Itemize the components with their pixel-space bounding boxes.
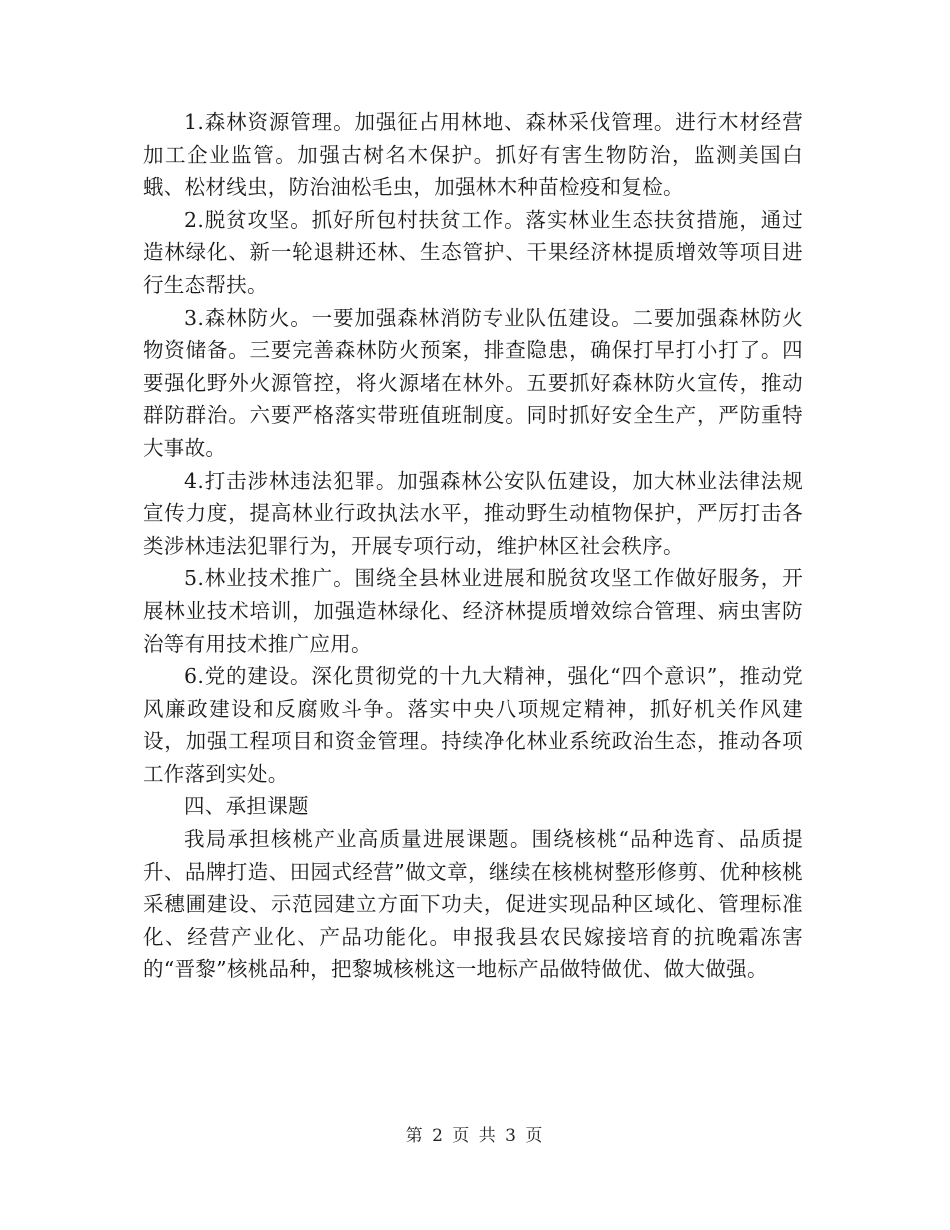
paragraph-poverty-alleviation: 2.脱贫攻坚。抓好所包村扶贫工作。落实林业生态扶贫措施，通过造林绿化、新一轮退耕还林、生态管护、干果经济林提质增效等项目进行生态帮扶。: [143, 207, 803, 297]
paragraph-crime-crackdown: 4.打击涉林违法犯罪。加强森林公安队伍建设，加大林业法律法规宣传力度，提高林业行政执法水平，推动野生动植物保护，严厉打击各类涉林违法犯罪行为，开展专项行动，维护林区社会秩序。: [143, 468, 803, 558]
paragraph-party-building: 6.党的建设。深化贯彻党的十九大精神，强化“四个意识”，推动党风廉政建设和反腐败斗争。落实中央八项规定精神，抓好机关作风建设，加强工程项目和资金管理。持续净化林业系统政治生态，推动各项工作落到实处。: [143, 664, 803, 786]
paragraph-forest-fire-prevention: 3.森林防火。一要加强森林消防专业队伍建设。二要加强森林防火物资储备。三要完善森林防火预案，排查隐患，确保打早打小打了。四要强化野外火源管控，将火源堵在林外。五要抓好森林防火宣传，推动群防群治。六要严格落实带班值班制度。同时抓好安全生产，严防重特大事故。: [143, 305, 803, 460]
paragraph-forest-resource-management: 1.森林资源管理。加强征占用林地、森林采伐管理。进行木材经营加工企业监管。加强古树名木保护。抓好有害生物防治，监测美国白蛾、松材线虫，防治油松毛虫，加强林木种苗检疫和复检。: [143, 110, 803, 200]
page-number-footer: 第 2 页 共 3 页: [405, 1126, 545, 1146]
section-heading: 四、承担课题: [184, 794, 309, 819]
paragraph-technology-promotion: 5.林业技术推广。围绕全县林业进展和脱贫攻坚工作做好服务，开展林业技术培训，加强造林绿化、经济林提质增效综合管理、病虫害防治等有用技术推广应用。: [143, 566, 803, 656]
document-body: [143, 106, 803, 986]
section-paragraph: 我局承担核桃产业高质量进展课题。围绕核桃“品种选育、品质提升、品牌打造、田园式经营”做文章，继续在核桃树整形修剪、优种核桃采穗圃建设、示范园建立方面下功夫，促进实现品种区域化、管理标准化、经营产业化、产品功能化。申报我县农民嫁接培育的抗晚霜冻害的“晋黎”核桃品种，把黎城核桃这一地标产品做特做优、做大做强。: [143, 827, 803, 982]
